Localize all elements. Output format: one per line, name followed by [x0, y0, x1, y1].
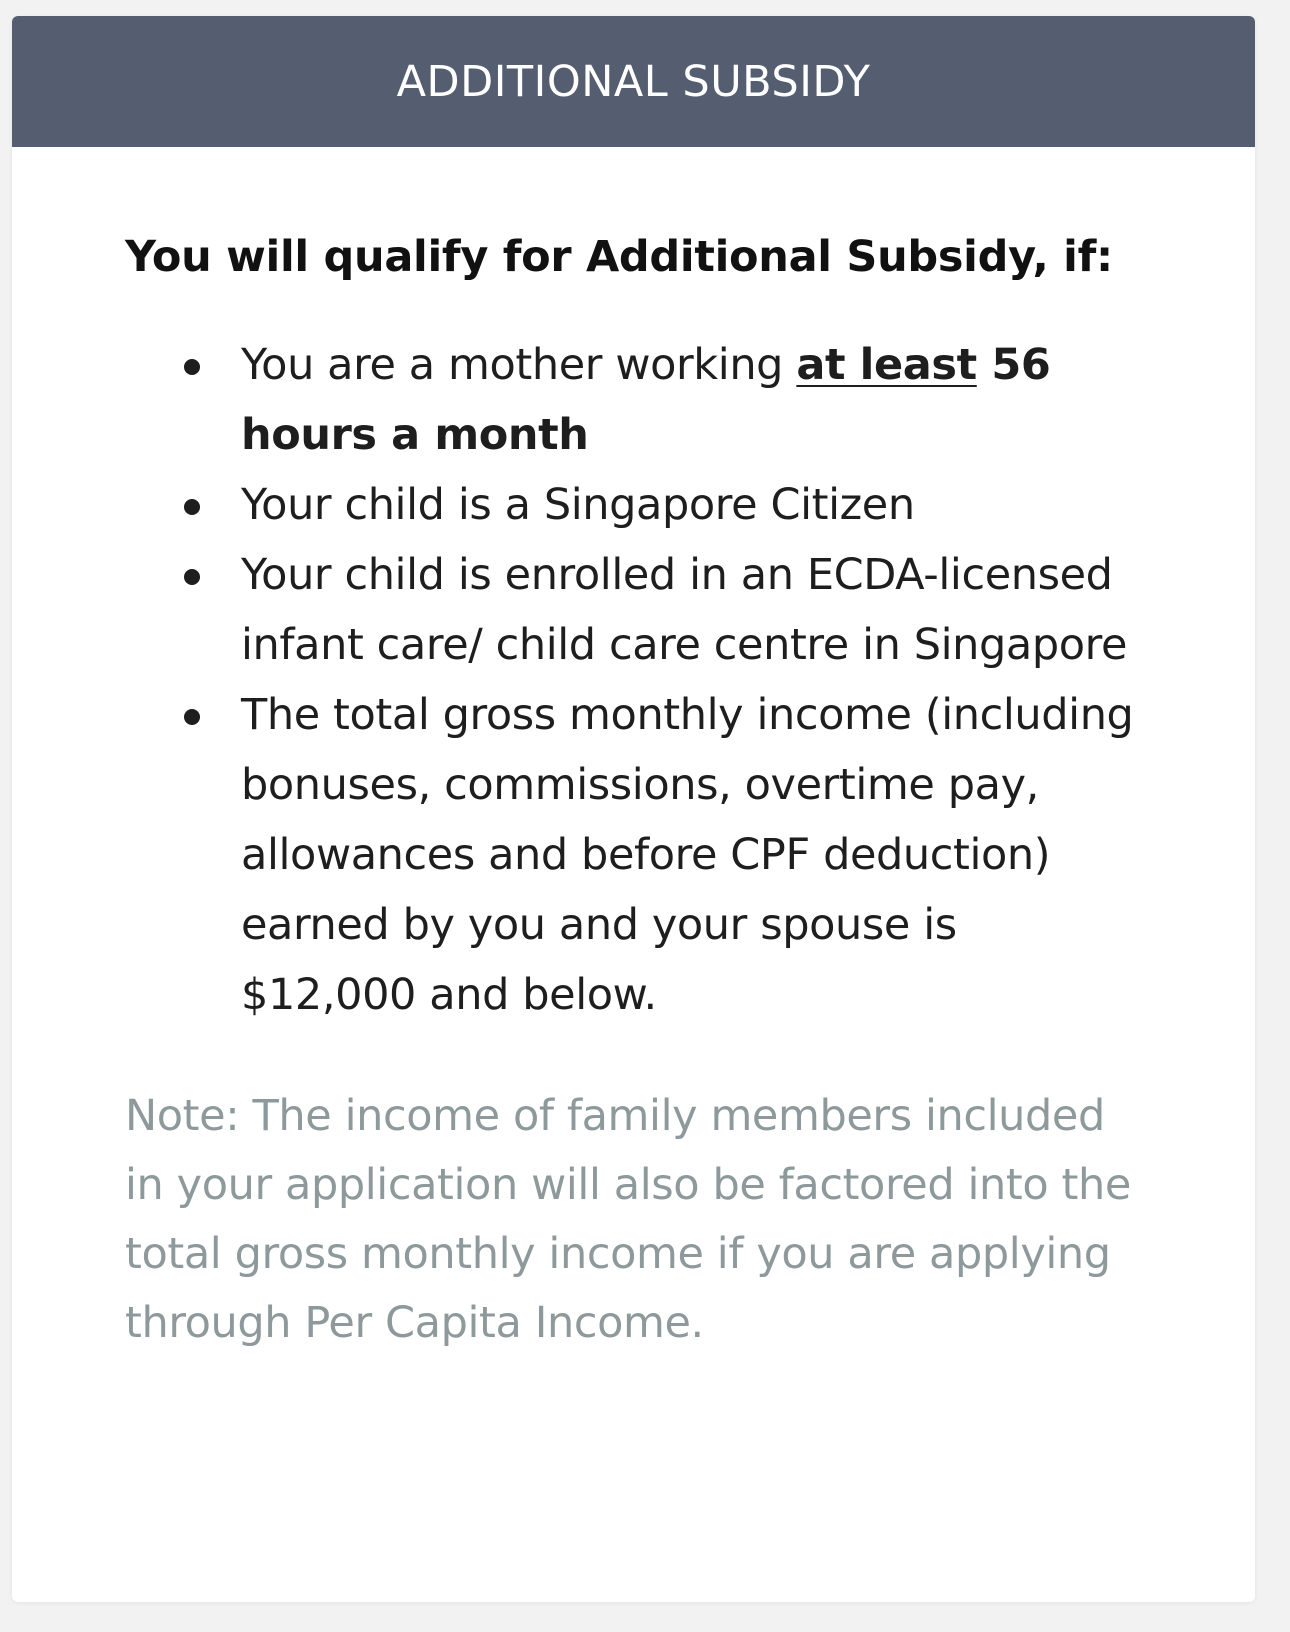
criteria-item-working-hours: [241, 330, 1145, 470]
additional-subsidy-card: [12, 16, 1255, 1602]
criteria-list: [125, 330, 1145, 1030]
income-note: Note: The income of family members included in your application will also be factored into the total gross monthly income if you are applying through Per Capita Income.: [125, 1090, 1131, 1348]
bullet-dot: [184, 499, 200, 515]
criteria-item-income: [241, 680, 1145, 1030]
criteria-text: You are a mother working: [241, 339, 797, 390]
bullet-dot: [184, 359, 200, 375]
criteria-item-enrollment: [241, 540, 1145, 680]
criteria-text: Your child is enrolled in an ECDA-licensed infant care/ child care centre in Singapore: [241, 549, 1128, 670]
bullet-dot: [184, 569, 200, 585]
card-body: [125, 232, 1145, 1401]
criteria-emphasis-underlined: at least: [796, 339, 977, 390]
card-header: [12, 16, 1255, 147]
criteria-text: The total gross monthly income (including bonuses, commissions, overtime pay, allowances and before CPF deduction) earned by you and your spouse is $12,000 and below.: [241, 689, 1134, 1020]
card-title: ADDITIONAL SUBSIDY: [396, 56, 871, 107]
bullet-dot: [184, 709, 200, 725]
criteria-item-citizenship: [241, 470, 1145, 540]
criteria-text: Your child is a Singapore Citizen: [241, 479, 915, 530]
criteria-emphasis: 56 hours a month: [241, 339, 1051, 460]
qualification-heading: You will qualify for Additional Subsidy, if:: [125, 232, 1113, 282]
